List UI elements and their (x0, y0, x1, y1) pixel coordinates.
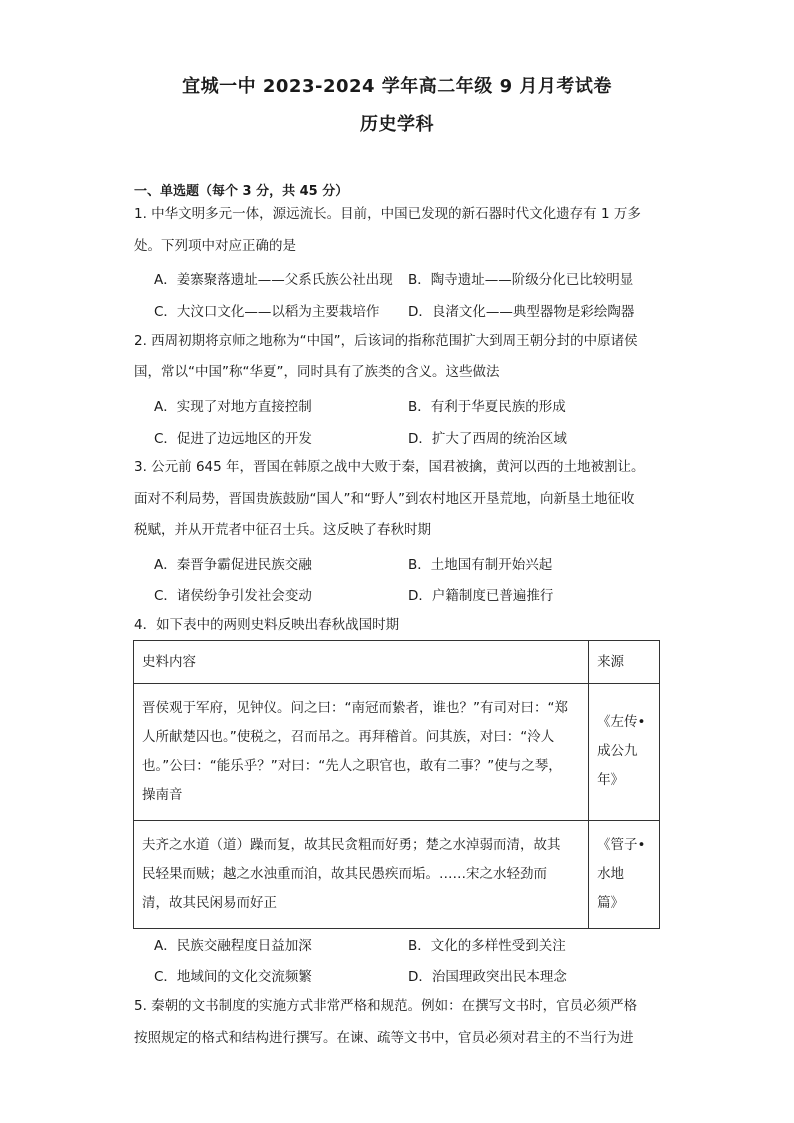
row2-content-line-1: 夫齐之水道（道）躁而复，故其民贪粗而好勇；楚之水淖弱而清，故其 (142, 837, 561, 853)
header-content-label: 史料内容 (142, 654, 196, 670)
row1-source-line-1: 《左传• (597, 714, 646, 730)
row2-source-line-3: 篇》 (597, 895, 625, 911)
q4-stem: 4．如下表中的两则史料反映出春秋战国时期 (134, 617, 400, 633)
q2-option-b: B．有利于华夏民族的形成 (408, 399, 566, 415)
table-row (134, 821, 660, 929)
row2-content-line-3: 清，故其民闲易而好正 (142, 895, 277, 911)
q5-stem-line-2: 按照规定的格式和结构进行撰写。在谏、疏等文书中，官员必须对君主的不当行为进 (134, 1030, 634, 1046)
exam-subtitle: 历史学科 (360, 114, 434, 135)
exam-title: 宜城一中 2023-2024 学年高二年级 9 月月考试卷 (182, 76, 612, 97)
row1-content-line-3: 也。”公曰：“能乐乎？”对曰：“先人之职官也，敢有二事？”使与之琴， (142, 758, 562, 774)
q1-option-c: C．大汶口文化——以稻为主要栽培作 (154, 304, 380, 320)
q1-option-d: D．良渚文化——典型器物是彩绘陶器 (408, 304, 635, 320)
q4-option-a: A．民族交融程度日益加深 (154, 938, 312, 954)
q1-option-b: B．陶寺遗址——阶级分化已比较明显 (408, 272, 634, 288)
q3-option-a: A．秦晋争霸促进民族交融 (154, 557, 312, 573)
q3-option-d: D．户籍制度已普遍推行 (408, 588, 554, 604)
q2-option-d: D．扩大了西周的统治区域 (408, 431, 567, 447)
row1-content-line-2: 人所献楚囚也。”使税之，召而吊之。再拜稽首。问其族，对曰：“泠人 (142, 729, 555, 745)
row1-source-line-3: 年》 (597, 772, 625, 788)
q1-stem-line-1: 1. 中华文明多元一体，源远流长。目前，中国已发现的新石器时代文化遗存有 1 万多 (134, 206, 641, 222)
q2-stem-line-1: 2. 西周初期将京师之地称为“中国”，后该词的指称范围扩大到周王朝分封的中原诸侯 (134, 333, 638, 349)
table-header-content (134, 641, 589, 684)
section-heading: 一、单选题（每个 3 分，共 45 分） (134, 184, 349, 199)
table-cell-content (134, 684, 589, 821)
table-cell-source (589, 684, 660, 821)
q4-option-d: D．治国理政突出民本理念 (408, 969, 567, 985)
q1-stem-line-2: 处。下列项中对应正确的是 (134, 238, 296, 254)
row1-content-line-1: 晋侯观于军府，见钟仪。问之曰：“南冠而絷者，谁也？”有司对曰：“郑 (142, 700, 568, 716)
q4-option-c: C．地域间的文化交流频繁 (154, 969, 312, 985)
q3-option-c: C．诸侯纷争引发社会变动 (154, 588, 312, 604)
q2-option-a: A．实现了对地方直接控制 (154, 399, 312, 415)
q4-option-b: B．文化的多样性受到关注 (408, 938, 566, 954)
table-header-row (134, 641, 660, 684)
q3-stem-line-2: 面对不利局势，晋国贵族鼓励“国人”和“野人”到农村地区开垦荒地，向新垦土地征收 (134, 491, 635, 507)
header-source-label: 来源 (597, 654, 625, 670)
row2-source-line-1: 《管子• (597, 837, 646, 853)
row2-source-line-2: 水地 (597, 866, 625, 882)
q3-stem-line-1: 3. 公元前 645 年，晋国在韩原之战中大败于秦，国君被擒，黄河以西的土地被割让。 (134, 459, 645, 475)
q5-stem-line-1: 5. 秦朝的文书制度的实施方式非常严格和规范。例如：在撰写文书时，官员必须严格 (134, 998, 638, 1014)
q1-option-a: A．姜寨聚落遗址——父系氏族公社出现 (154, 272, 393, 288)
q3-option-b: B．土地国有制开始兴起 (408, 557, 553, 573)
q2-stem-line-2: 国，常以“中国”称“华夏”，同时具有了族类的含义。这些做法 (134, 364, 500, 380)
source-table (133, 640, 660, 929)
row1-content-line-4: 操南音 (142, 787, 183, 803)
row1-source-line-2: 成公九 (597, 743, 638, 759)
table-row (134, 684, 660, 821)
q2-option-c: C．促进了边远地区的开发 (154, 431, 312, 447)
q3-stem-line-3: 税赋，并从开荒者中征召士兵。这反映了春秋时期 (134, 522, 431, 538)
table-cell-source (589, 821, 660, 929)
table-header-source (589, 641, 660, 684)
table-cell-content (134, 821, 589, 929)
row2-content-line-2: 民轻果而贼；越之水浊重而洎，故其民愚疾而垢。……宋之水轻劲而 (142, 866, 547, 882)
